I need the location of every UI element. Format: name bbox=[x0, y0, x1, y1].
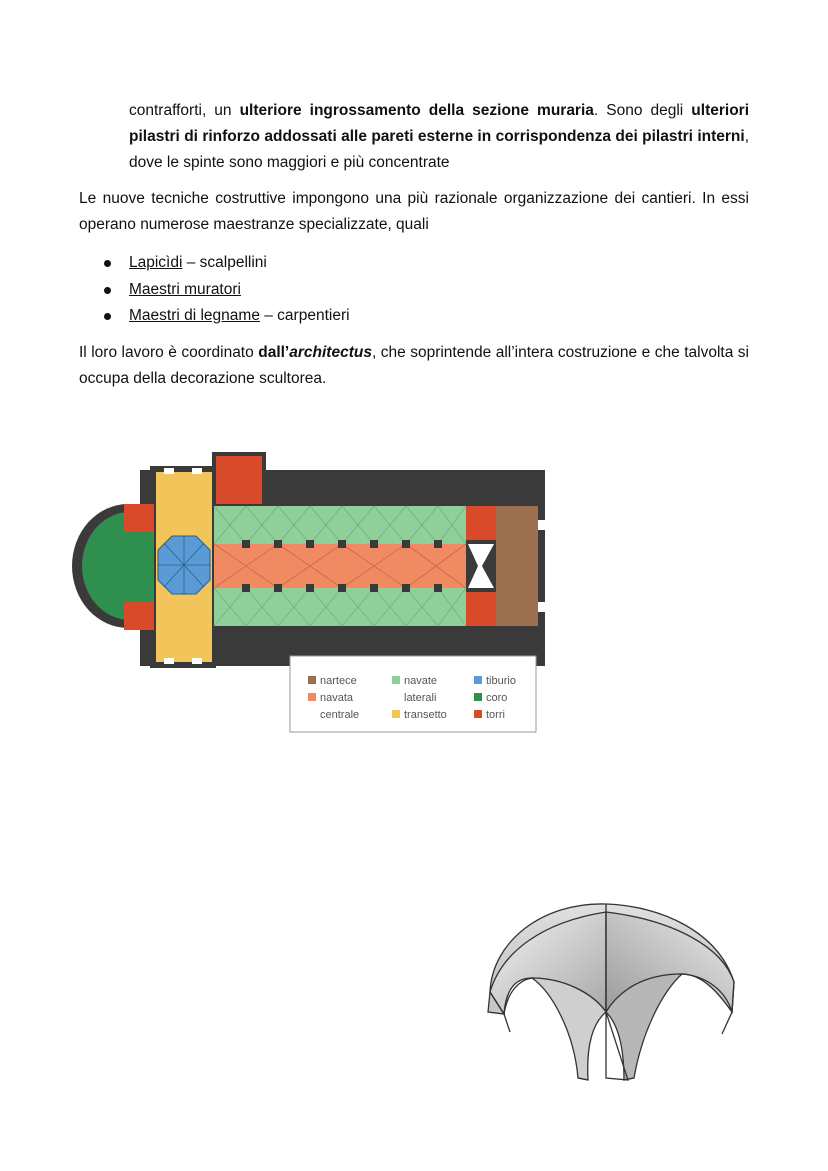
legend-swatch-torri bbox=[474, 710, 482, 718]
list-item: Lapicìdi – scalpellini bbox=[100, 250, 350, 277]
plan-navata-laterale-nord bbox=[214, 506, 466, 544]
plan-legend bbox=[290, 656, 536, 732]
list-item: Maestri muratori bbox=[100, 277, 350, 304]
legend-swatch-nartece bbox=[308, 676, 316, 684]
legend-label-nartece: nartece bbox=[320, 675, 357, 687]
legend-label-coro: coro bbox=[486, 692, 508, 704]
plan-nartece bbox=[496, 506, 538, 626]
legend-swatch-navate-laterali bbox=[392, 676, 400, 684]
legend-label-tiburio: tiburio bbox=[486, 675, 516, 687]
bullet-icon bbox=[104, 260, 111, 267]
plan-torre bbox=[124, 504, 154, 532]
cross-vault-illustration bbox=[482, 882, 742, 1087]
architectus-term: architectus bbox=[289, 344, 372, 361]
plan-transetto-nord bbox=[156, 472, 212, 530]
plan-navata-laterale-sud bbox=[214, 588, 466, 626]
paragraph-architectus: Il loro lavoro è coordinato dall’architectus, che soprintende all’intera costruzione e che talvolta si occupa della decorazione scultorea. bbox=[79, 344, 750, 387]
legend-label-navata: navata bbox=[320, 692, 354, 704]
legend-label-torri: torri bbox=[486, 709, 505, 721]
plan-transetto-sud bbox=[156, 604, 212, 662]
list-item: Maestri di legname – carpentieri bbox=[100, 303, 350, 330]
plan-tiburio-ribs bbox=[158, 536, 210, 594]
bullet-icon bbox=[104, 313, 111, 320]
legend-label-transetto: transetto bbox=[404, 709, 447, 721]
legend-label-laterali: laterali bbox=[404, 692, 437, 704]
legend-swatch-tiburio bbox=[474, 676, 482, 684]
church-floor-plan bbox=[68, 432, 548, 738]
bold-pilastri: ulteriori pilastri di rinforzo addossati alle pareti esterne in corrispondenza dei pilastri interni bbox=[129, 102, 749, 145]
legend-label-navate: navate bbox=[404, 675, 438, 687]
plan-navata-centrale bbox=[214, 544, 466, 588]
plan-torre-facciata bbox=[466, 506, 496, 540]
legend-label-centrale: centrale bbox=[320, 709, 360, 721]
legend-swatch-coro bbox=[474, 693, 482, 701]
paragraph-contrafforti: contrafforti, un ulteriore ingrossamento della sezione muraria. Sono degli ulteriori pilastri di rinforzo addossati alle pareti esterne in corrispondenza dei pilastri interni, dove le spinte sono maggiori e più concentrate bbox=[129, 102, 749, 171]
plan-torre bbox=[124, 602, 154, 630]
plan-torre-facciata bbox=[466, 592, 496, 626]
bullet-list bbox=[100, 250, 350, 330]
legend-swatch-transetto bbox=[392, 710, 400, 718]
legend-swatch-navata-centrale bbox=[308, 693, 316, 701]
bullet-icon bbox=[104, 287, 111, 294]
bold-ingrossamento: ulteriore ingrossamento della sezione muraria bbox=[239, 102, 594, 119]
vault-shape bbox=[488, 904, 734, 1080]
plan-campanile bbox=[216, 456, 262, 504]
paragraph-tecniche: Le nuove tecniche costruttive impongono una più razionale organizzazione dei cantieri. In essi operano numerose maestranze specializzate, quali bbox=[79, 190, 749, 233]
